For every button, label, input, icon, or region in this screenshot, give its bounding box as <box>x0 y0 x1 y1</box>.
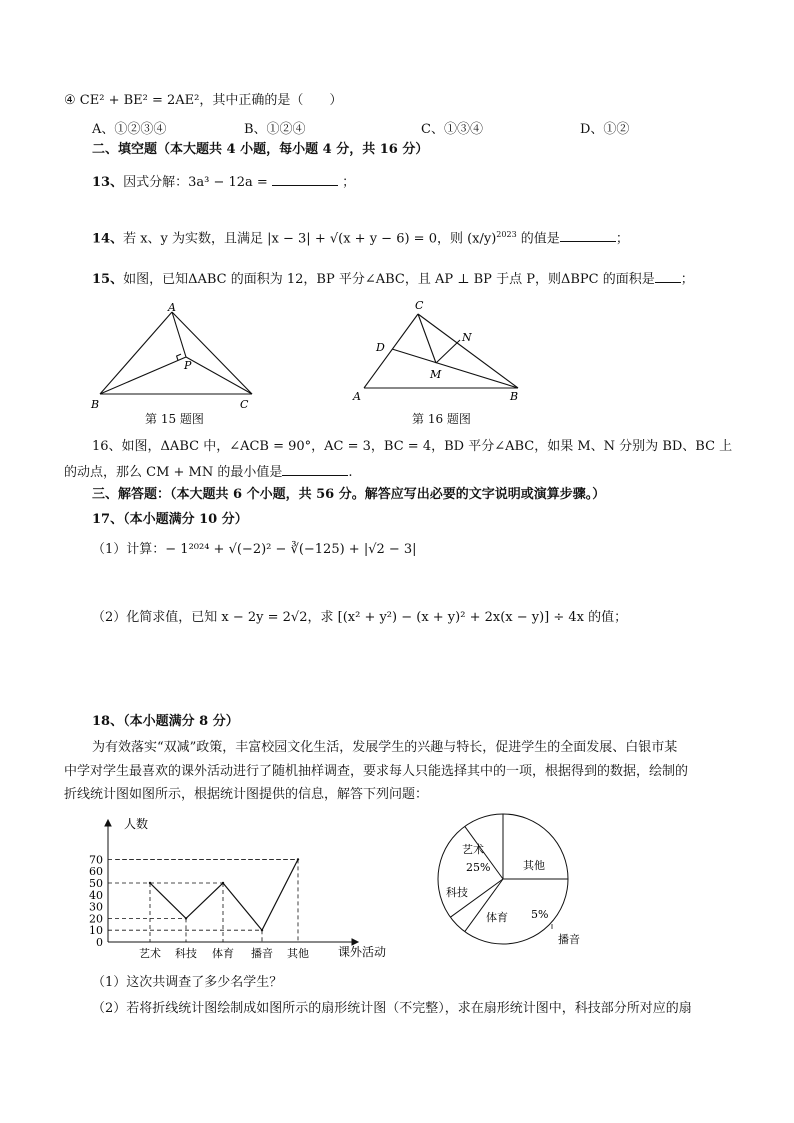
q13-answer-blank[interactable] <box>272 173 338 186</box>
q14-answer-blank[interactable] <box>560 229 616 242</box>
question-16-line1: 16、如图，ΔABC 中，∠ACB = 90°，AC = 3，BC = 4，BD 平分∠ABC，如果 M、N 分别为 BD、BC 上 <box>92 439 733 454</box>
q18-paragraph-line2: 中学对学生最喜欢的课外活动进行了随机抽样调查，要求每人只能选择其中的一项，根据得到的数据，绘制的 <box>64 764 689 779</box>
fig15-edge-ab <box>100 312 172 394</box>
pie-percent-art: 25% <box>466 861 491 874</box>
question-16-line2 <box>64 463 353 482</box>
q18-title: 18、（本小题满分 8 分） <box>92 714 239 729</box>
q18-sub1: （1）这次共调查了多少名学生？ <box>92 975 283 990</box>
q14-text: 若 x、y 为实数，且满足 |x − 3| + √(x + y − 6) = 0，则 (x/y) <box>123 231 497 247</box>
fig15-caption: 第 15 题图 <box>145 412 204 426</box>
q17-part1: （1）计算：− 1²⁰²⁴ + √(−2)² − ∛(−125) + |√2 − 3| <box>92 542 417 557</box>
fig15-label-a: A <box>168 301 176 314</box>
q12-item4: ④ CE² + BE² = 2AE²，其中正确的是（ ） <box>64 93 343 108</box>
line-chart-xtick-0: 艺术 <box>139 947 161 960</box>
fig15-segment-pc <box>186 357 252 394</box>
line-chart-point-0 <box>149 882 151 884</box>
fig15-segment-bp <box>100 357 186 394</box>
line-chart-ytick-7: 70 <box>89 853 103 867</box>
fig16-edge-ac <box>364 314 418 388</box>
q15-end: ； <box>680 272 694 287</box>
pie-label-other: 其他 <box>523 859 545 872</box>
q15-number: 15、 <box>92 272 124 287</box>
question-14 <box>92 226 629 248</box>
q12-choice-d: D、①② <box>580 122 630 137</box>
line-chart-ytick-1: 10 <box>89 924 103 938</box>
q13-text: 因式分解：3a³ − 12a = <box>123 175 268 190</box>
pie-label-sports: 体育 <box>486 911 508 924</box>
line-chart-ytick-0: 0 <box>96 936 103 949</box>
q16-answer-blank[interactable] <box>282 463 348 476</box>
figure-15 <box>88 300 268 412</box>
q12-choice-b: B、①②④ <box>244 122 306 137</box>
line-chart-point-1 <box>185 917 187 919</box>
fig15-edge-ac <box>172 312 252 394</box>
q18-paragraph-line1: 为有效落实“双减”政策，丰富校园文化生活，发展学生的兴趣与特长，促进学生的全面发展、白银市某 <box>92 740 678 755</box>
line-chart-xtick-4: 其他 <box>287 947 309 960</box>
line-chart-xtick-3: 播音 <box>251 947 273 960</box>
line-chart-point-4 <box>297 858 299 860</box>
fig16-label-a: A <box>353 390 361 403</box>
fig16-label-b: B <box>510 390 519 403</box>
fig15-label-c: C <box>240 398 249 411</box>
line-chart-series <box>150 859 298 930</box>
q12-choice-c: C、①③④ <box>421 122 483 137</box>
question-15 <box>92 270 694 289</box>
line-chart-ylabel: 人数 <box>124 817 149 831</box>
line-chart-ytick-4: 40 <box>89 888 103 902</box>
line-chart-ytick-3: 30 <box>89 900 103 914</box>
q13-tail: ； <box>342 175 356 190</box>
q18-paragraph-line3: 折线统计图如图所示，根据统计图提供的信息，解答下列问题： <box>64 787 429 802</box>
q14-number: 14、 <box>92 231 124 247</box>
line-chart-y-arrow <box>105 820 111 826</box>
q13-number: 13、 <box>92 175 124 190</box>
section-2-heading: 二、填空题（本大题共 4 小题，每小题 4 分，共 16 分） <box>92 142 429 157</box>
section-3-heading: 三、解答题：（本大题共 6 个小题，共 56 分。解答应写出必要的文字说明或演算步骤。） <box>92 487 606 502</box>
fig16-label-m: M <box>430 368 442 381</box>
question-13 <box>92 173 355 192</box>
q17-title: 17、（本小题满分 10 分） <box>92 512 248 527</box>
figure-16 <box>348 296 528 406</box>
fig16-segment-mn <box>436 340 460 363</box>
line-chart <box>80 812 400 962</box>
q16-end: . <box>348 465 353 480</box>
line-chart-point-2 <box>222 882 224 884</box>
fig16-label-n: N <box>462 331 472 344</box>
fig16-segment-db <box>392 349 518 388</box>
q18-sub2: （2）若将折线统计图绘制成如图所示的扇形统计图（不完整），求在扇形统计图中，科技部分所对应的扇 <box>92 1001 692 1016</box>
line-chart-xlabel: 课外活动 <box>338 945 387 959</box>
line-chart-ytick-5: 50 <box>89 877 103 890</box>
q16-text: 的动点，那么 CM + MN 的最小值是 <box>64 465 283 480</box>
fig15-label-p: P <box>184 359 192 372</box>
pie-chart <box>430 812 610 948</box>
pie-label-tech: 科技 <box>446 886 468 899</box>
pie-percent-broadcast: 5% <box>531 908 549 921</box>
q12-choice-a: A、①②③④ <box>92 122 167 137</box>
pie-label-art: 艺术 <box>462 843 484 856</box>
line-chart-xtick-1: 科技 <box>175 947 197 960</box>
q15-answer-blank[interactable] <box>655 270 681 283</box>
q17-part2: （2）化简求值，已知 x − 2y = 2√2，求 [(x² + y²) − (x + y)² + 2x(x − y)] ÷ 4x 的值； <box>92 610 628 625</box>
q15-text: 如图，已知ΔABC 的面积为 12，BP 平分∠ABC，且 AP ⊥ BP 于点 P，则ΔBPC 的面积是 <box>123 272 655 287</box>
q14-exponent: 2023 <box>496 230 517 239</box>
line-chart-ytick-6: 60 <box>89 865 103 879</box>
q14-tail: 的值是 <box>520 231 560 247</box>
fig15-label-b: B <box>91 398 100 411</box>
pie-label-broadcast: 播音 <box>558 933 580 946</box>
fig16-caption: 第 16 题图 <box>412 412 471 426</box>
fig16-segment-cm <box>418 314 436 363</box>
fig16-label-c: C <box>415 299 424 312</box>
fig16-label-d: D <box>376 341 385 354</box>
line-chart-ytick-2: 20 <box>89 912 103 926</box>
q14-end: ； <box>615 231 629 247</box>
line-chart-point-3 <box>261 929 263 931</box>
line-chart-xtick-2: 体育 <box>212 947 234 960</box>
